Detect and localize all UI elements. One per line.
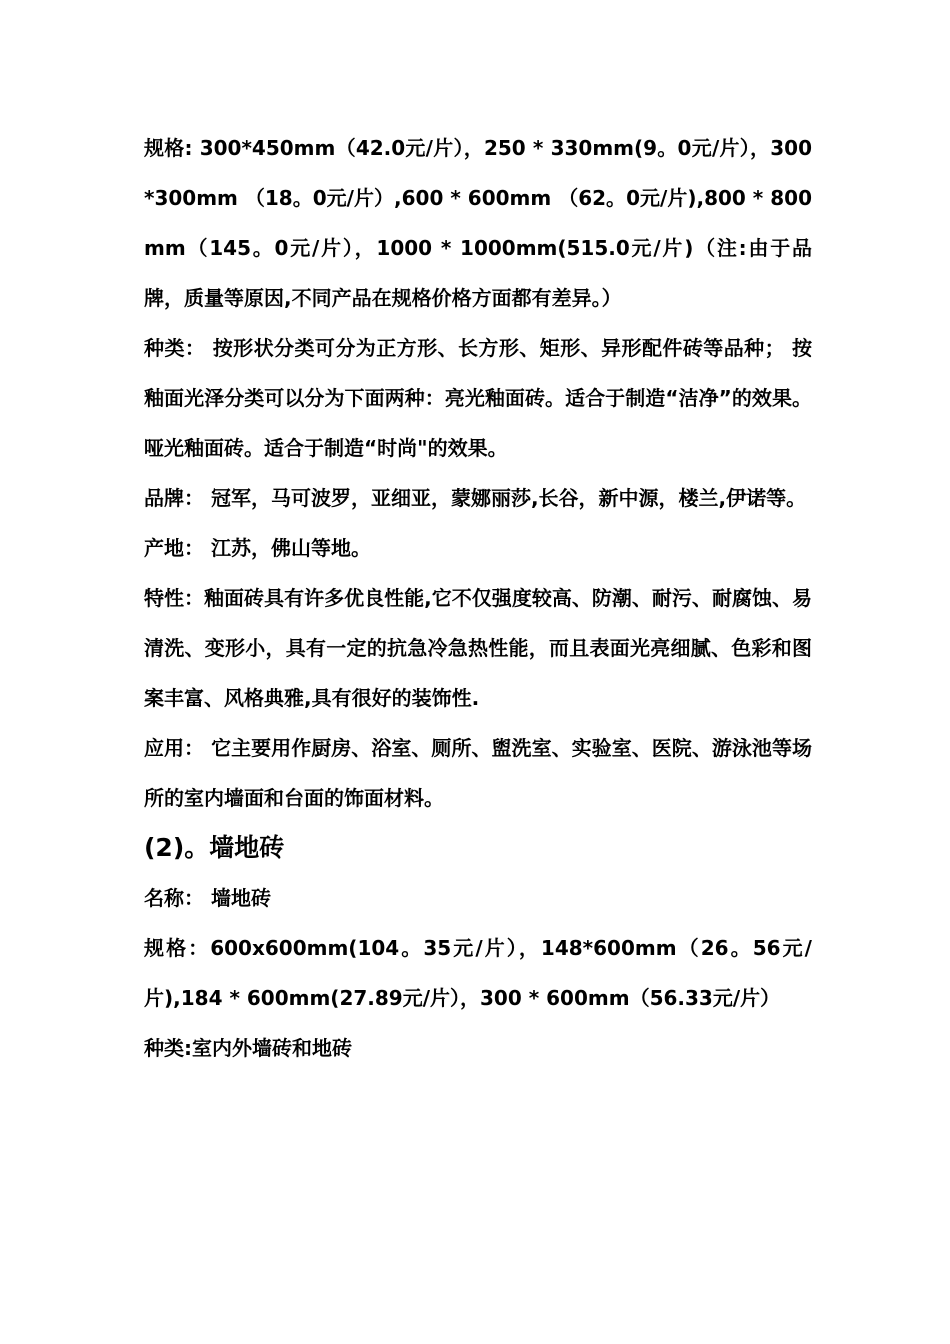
wall-floor-spec-paragraph: 规格：600x600mm(104。35元/片），148*600mm（26。56元/片),184 * 600mm(27.89元/片），300 * 600mm（56.33元/片） xyxy=(144,936,812,1010)
name-paragraph: 名称： 墙地砖 xyxy=(144,886,271,910)
type-paragraph: 种类： 按形状分类可分为正方形、长方形、矩形、异形配件砖等品种； 按釉面光泽分类可以分为下面两种：亮光釉面砖。适合于制造“洁净”的效果。哑光釉面砖。适合于制造“时尚"的效果。 xyxy=(144,336,812,460)
property-paragraph: 特性：釉面砖具有许多优良性能,它不仅强度较高、防潮、耐污、耐腐蚀、易清洗、变形小，具有一定的抗急冷急热性能，而且表面光亮细腻、色彩和图案丰富、风格典雅,具有很好的装饰性. xyxy=(144,586,812,710)
wall-floor-type-paragraph: 种类:室内外墙砖和地砖 xyxy=(144,1036,352,1060)
application-paragraph: 应用： 它主要用作厨房、浴室、厕所、盥洗室、实验室、医院、游泳池等场所的室内墙面和台面的饰面材料。 xyxy=(144,736,812,810)
origin-paragraph: 产地： 江苏，佛山等地。 xyxy=(144,536,371,560)
spec-paragraph: 规格: 300*450mm（42.0元/片），250 * 330mm(9。0元/片），300*300mm （18。0元/片）,600 * 600mm （62。0元/片),800 * 800mm（145。0元/片），1000 * 1000mm(515.0元/片)（注:由于品牌，质量等原因,不同产品在规格价格方面都有差异。） xyxy=(144,136,812,310)
section-heading: (2)。墙地砖 xyxy=(144,833,285,862)
document-body xyxy=(144,123,812,1073)
brand-paragraph: 品牌： 冠军，马可波罗，亚细亚，蒙娜丽莎,长谷，新中源，楼兰,伊诺等。 xyxy=(144,486,807,510)
